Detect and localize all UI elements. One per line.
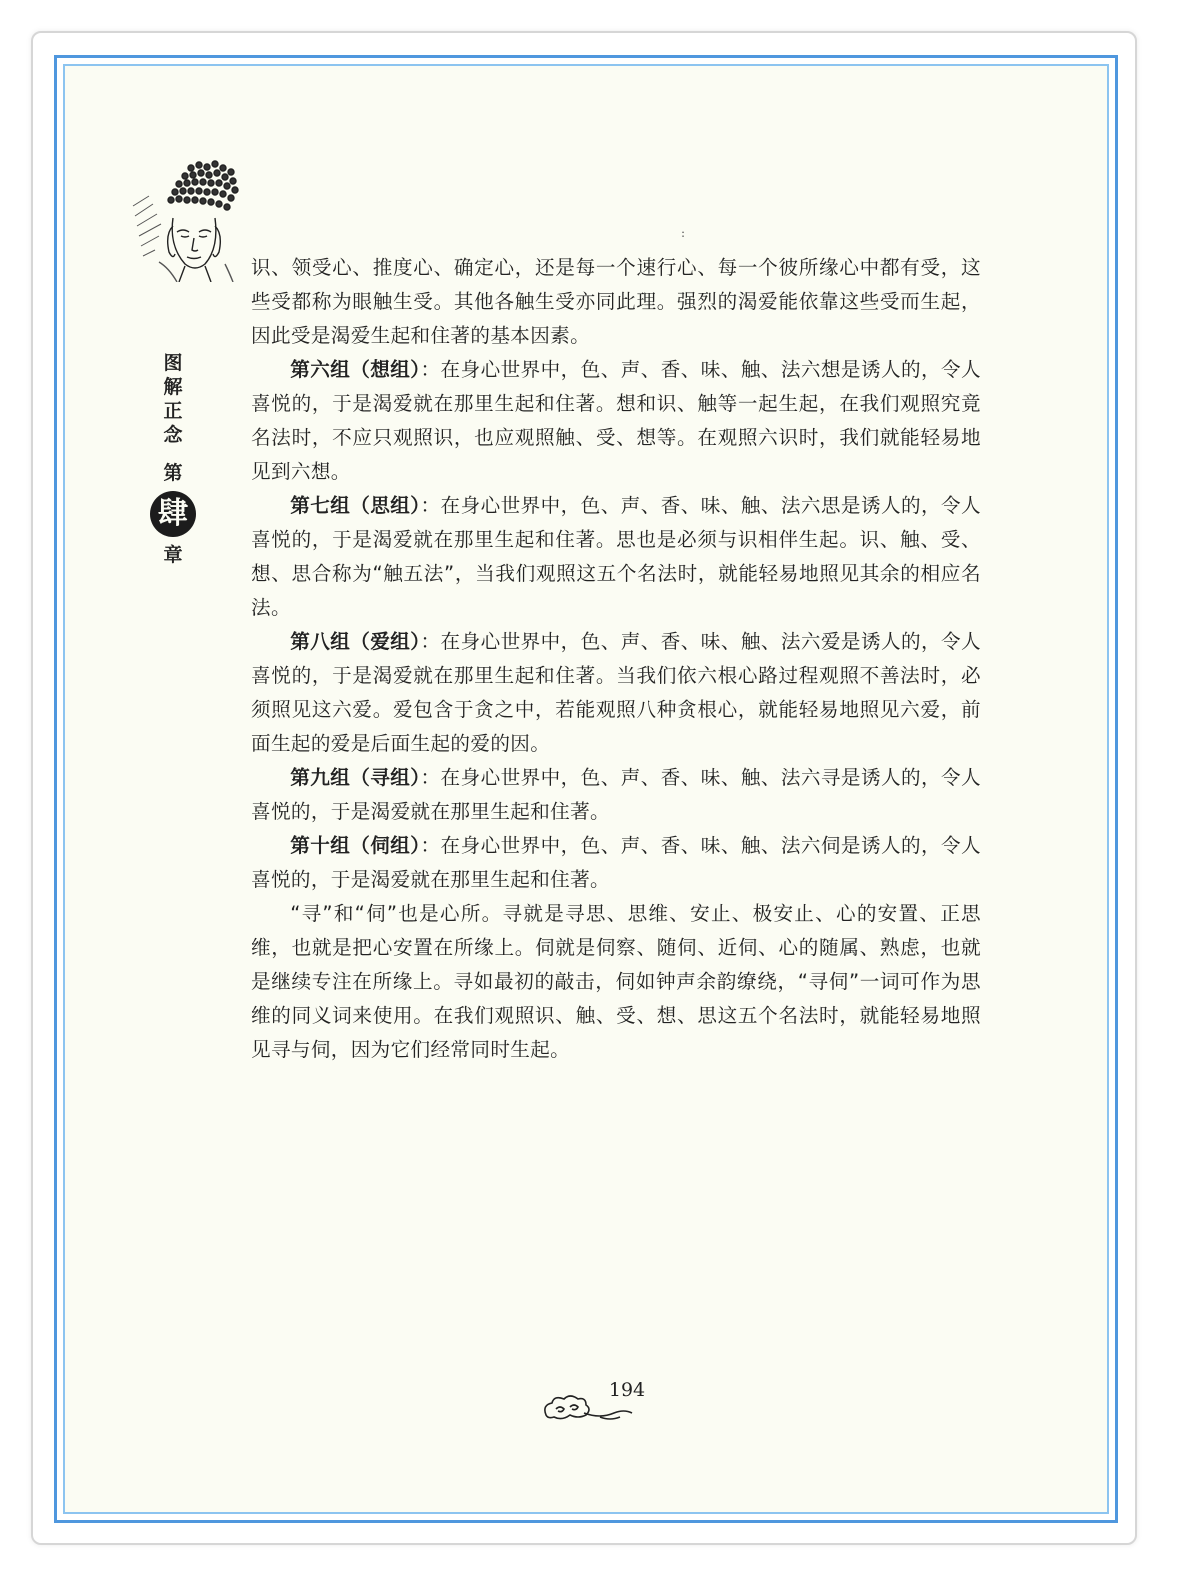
book-title-char: 图 bbox=[163, 352, 183, 374]
paragraph bbox=[251, 489, 981, 625]
paragraph-text: ：在身心世界中，色、声、香、味、触、法六寻是诱人的，令人喜悦的，于是渴爱就在那里生起和住著。 bbox=[251, 766, 981, 823]
paragraph bbox=[251, 625, 981, 761]
paragraph-heading: 第九组（寻组） bbox=[290, 766, 421, 789]
page-border bbox=[54, 55, 1118, 1523]
page-content-area bbox=[63, 64, 1109, 1514]
chapter-suffix: 章 bbox=[163, 544, 183, 566]
page-number: 194 bbox=[608, 1379, 646, 1401]
book-title-char: 正 bbox=[163, 400, 183, 422]
paragraph-heading: 第八组（爱组） bbox=[290, 630, 421, 653]
cloud-ornament-icon bbox=[540, 1391, 636, 1425]
paragraph bbox=[251, 761, 981, 829]
book-chapter-label bbox=[160, 351, 186, 567]
paragraph-text: ：在身心世界中，色、声、香、味、触、法六伺是诱人的，令人喜悦的，于是渴爱就在那里生起和住著。 bbox=[251, 834, 981, 891]
paragraph-text: ：在身心世界中，色、声、香、味、触、法六思是诱人的，令人喜悦的，于是渴爱就在那里生起和住著。思也是必须与识相伴生起。识、触、受、想、思合称为“触五法”，当我们观照这五个名法时，就能轻易地照见其余的相应名法。 bbox=[251, 494, 981, 619]
paragraph-text: ：在身心世界中，色、声、香、味、触、法六想是诱人的，令人喜悦的，于是渴爱就在那里生起和住著。想和识、触等一起生起，在我们观照究竟名法时，不应只观照识，也应观照触、受、想等。在观照六识时，我们就能轻易地见到六想。 bbox=[251, 358, 981, 483]
paragraph: “寻”和“伺”也是心所。寻就是寻思、思维、安止、极安止、心的安置、正思维，也就是把心安置在所缘上。伺就是伺察、随伺、近伺、心的随属、熟虑，也就是继续专注在所缘上。寻如最初的敲击，伺如钟声余韵缭绕，“寻伺”一词可作为思维的同义词来使用。在我们观照识、触、受、想、思这五个名法时，就能轻易地照见寻与伺，因为它们经常同时生起。 bbox=[251, 902, 981, 1061]
paragraph bbox=[251, 829, 981, 897]
paragraph-text: ：在身心世界中，色、声、香、味、触、法六爱是诱人的，令人喜悦的，于是渴爱就在那里生起和住著。当我们依六根心路过程观照不善法时，必须照见这六爱。爱包含于贪之中，若能观照八种贪根心，就能轻易地照见六爱，前面生起的爱是后面生起的爱的因。 bbox=[251, 630, 981, 755]
book-title-char: 解 bbox=[163, 376, 183, 398]
paragraph: 识、领受心、推度心、确定心，还是每一个速行心、每一个彼所缘心中都有受，这些受都称为眼触生受。其他各触生受亦同此理。强烈的渴爱能依靠这些受而生起，因此受是渴爱生起和住著的基本因素。 bbox=[251, 256, 981, 347]
paragraph-heading: 第十组（伺组） bbox=[290, 834, 421, 857]
chapter-prefix: 第 bbox=[163, 462, 183, 484]
paragraph-heading: 第六组（想组） bbox=[290, 358, 421, 381]
body-text bbox=[251, 251, 981, 1067]
print-mark: : bbox=[681, 226, 686, 240]
chapter-seal-icon: 肆 bbox=[150, 491, 196, 537]
book-title-char: 念 bbox=[163, 424, 183, 446]
paragraph bbox=[251, 353, 981, 489]
buddha-portrait-icon bbox=[129, 156, 241, 282]
paragraph-heading: 第七组（思组） bbox=[290, 494, 421, 517]
